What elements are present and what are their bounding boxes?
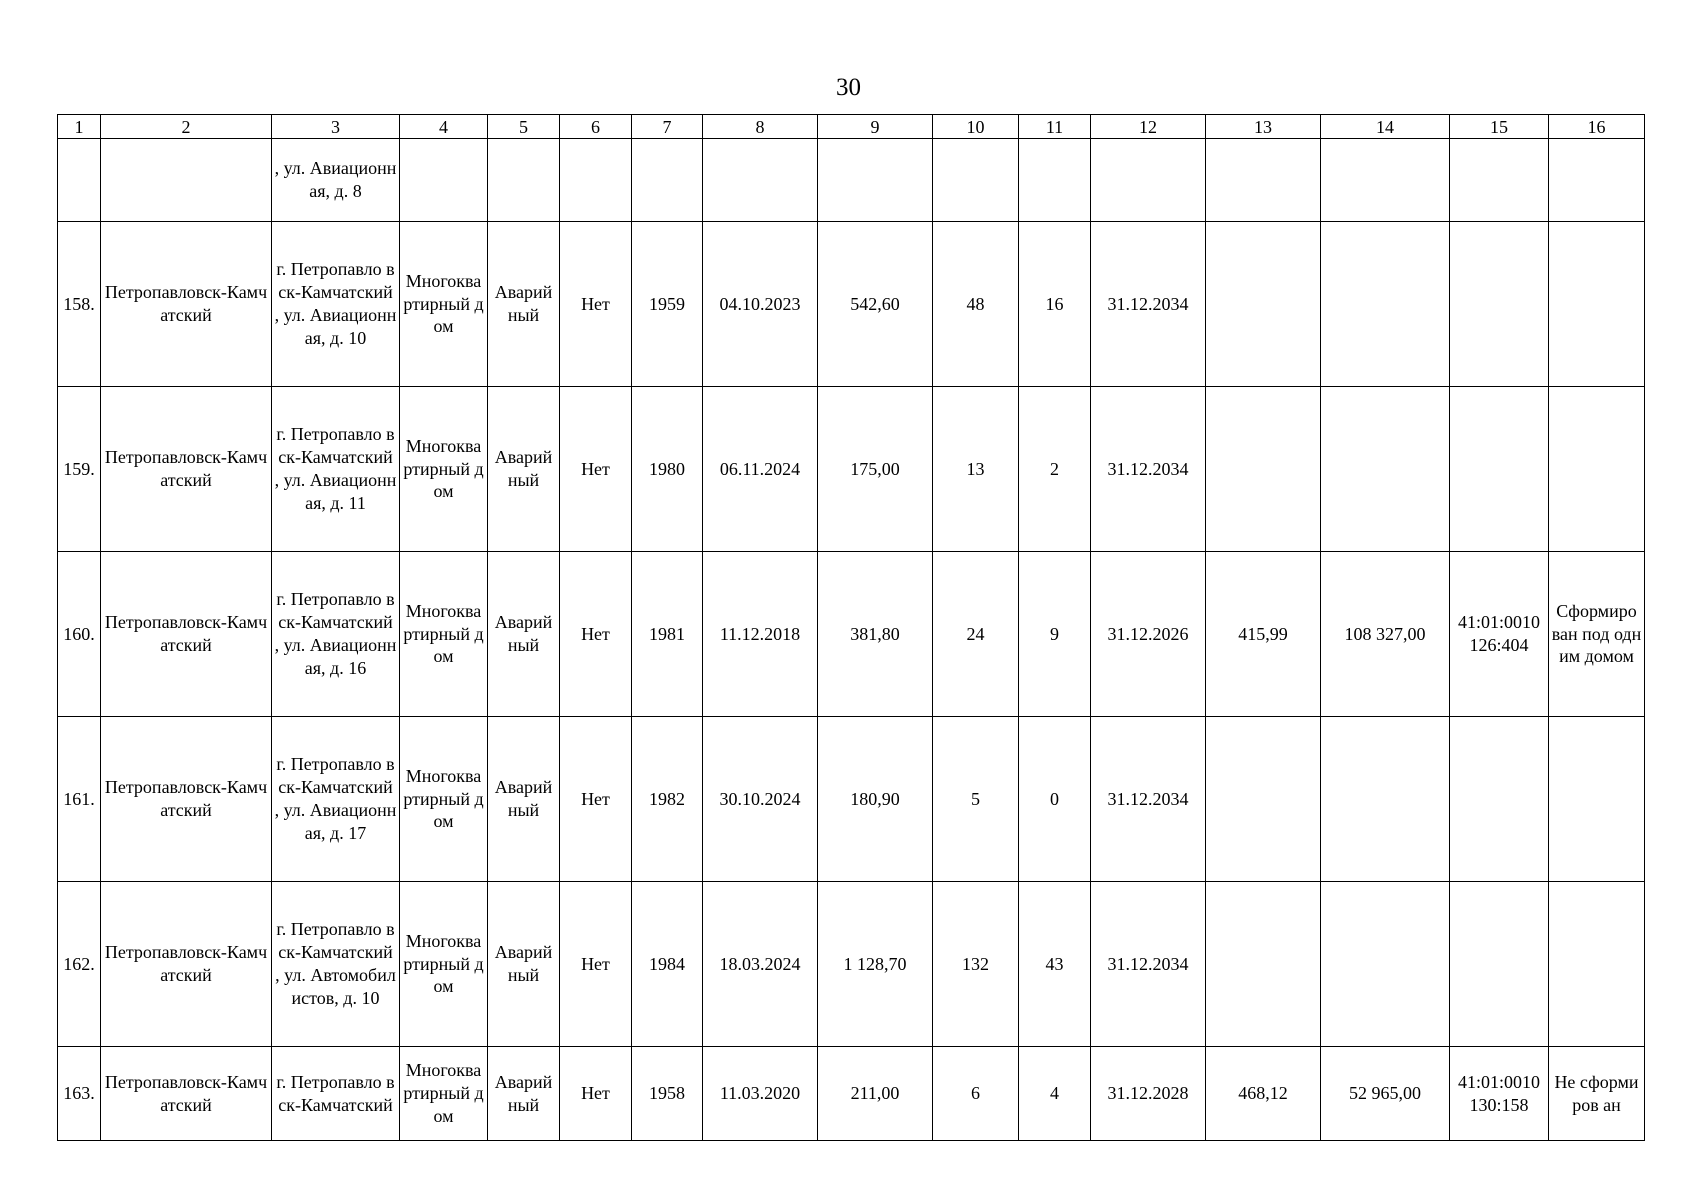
row-number: 159. [58, 387, 101, 552]
cell [703, 139, 818, 222]
people-cell: 24 [933, 552, 1019, 717]
date-cell: 06.11.2024 [703, 387, 818, 552]
row-number: 158. [58, 222, 101, 387]
state-cell: Аварий ный [488, 1047, 560, 1141]
column-header: 8 [703, 115, 818, 139]
table-row [58, 717, 1645, 882]
year-cell: 1984 [632, 882, 703, 1047]
table-row [58, 882, 1645, 1047]
cadastral-cell: 41:01:0010 126:404 [1450, 552, 1549, 717]
address-cell: г. Петропавло вск-Камчатский , ул. Авиационн ая, д. 10 [272, 222, 400, 387]
col14-cell: 52 965,00 [1321, 1047, 1450, 1141]
cell [1321, 139, 1450, 222]
rooms-cell: 43 [1019, 882, 1091, 1047]
cell [1206, 139, 1321, 222]
note-cell: Сформиро ван под одним домом [1549, 552, 1645, 717]
column-header: 3 [272, 115, 400, 139]
cell [488, 139, 560, 222]
area-cell: 180,90 [818, 717, 933, 882]
column-header: 15 [1450, 115, 1549, 139]
year-cell: 1982 [632, 717, 703, 882]
cadastral-cell [1450, 717, 1549, 882]
col13-cell [1206, 222, 1321, 387]
cadastral-cell: 41:01:0010 130:158 [1450, 1047, 1549, 1141]
col14-cell [1321, 222, 1450, 387]
cadastral-cell [1450, 882, 1549, 1047]
cell [632, 139, 703, 222]
row-number: 162. [58, 882, 101, 1047]
date-cell: 30.10.2024 [703, 717, 818, 882]
municipality-cell: Петропавловск-Камчатский [101, 222, 272, 387]
page-number: 30 [836, 74, 861, 101]
cell [58, 139, 101, 222]
note-cell [1549, 222, 1645, 387]
table-row [58, 222, 1645, 387]
col13-cell [1206, 717, 1321, 882]
column-header: 1 [58, 115, 101, 139]
rooms-cell: 9 [1019, 552, 1091, 717]
row-number: 160. [58, 552, 101, 717]
year-cell: 1981 [632, 552, 703, 717]
rooms-cell: 16 [1019, 222, 1091, 387]
year-cell: 1980 [632, 387, 703, 552]
flag-cell: Нет [560, 717, 632, 882]
area-cell: 542,60 [818, 222, 933, 387]
address-cell: г. Петропавло вск-Камчатский , ул. Авиационн ая, д. 16 [272, 552, 400, 717]
municipality-cell: Петропавловск-Камчатский [101, 882, 272, 1047]
deadline-cell: 31.12.2034 [1091, 387, 1206, 552]
building-type-cell: Многоква ртирный дом [400, 1047, 488, 1141]
flag-cell: Нет [560, 552, 632, 717]
cadastral-cell [1450, 222, 1549, 387]
cadastral-cell [1450, 387, 1549, 552]
column-header: 2 [101, 115, 272, 139]
people-cell: 5 [933, 717, 1019, 882]
col13-cell [1206, 882, 1321, 1047]
building-type-cell: Многоква ртирный дом [400, 222, 488, 387]
people-cell: 13 [933, 387, 1019, 552]
state-cell: Аварий ный [488, 717, 560, 882]
deadline-cell: 31.12.2034 [1091, 717, 1206, 882]
date-cell: 04.10.2023 [703, 222, 818, 387]
state-cell: Аварий ный [488, 387, 560, 552]
header-row [58, 115, 1645, 139]
date-cell: 11.03.2020 [703, 1047, 818, 1141]
table-row [58, 552, 1645, 717]
area-cell: 381,80 [818, 552, 933, 717]
table-row [58, 387, 1645, 552]
table-row-continued [58, 139, 1645, 222]
date-cell: 18.03.2024 [703, 882, 818, 1047]
building-type-cell: Многоква ртирный дом [400, 882, 488, 1047]
area-cell: 1 128,70 [818, 882, 933, 1047]
building-type-cell: Многоква ртирный дом [400, 552, 488, 717]
col13-cell [1206, 387, 1321, 552]
column-header: 16 [1549, 115, 1645, 139]
col14-cell [1321, 387, 1450, 552]
year-cell: 1959 [632, 222, 703, 387]
note-cell [1549, 387, 1645, 552]
people-cell: 132 [933, 882, 1019, 1047]
people-cell: 6 [933, 1047, 1019, 1141]
address-cell: г. Петропавло вск-Камчатский , ул. Авиационн ая, д. 11 [272, 387, 400, 552]
col14-cell [1321, 882, 1450, 1047]
flag-cell: Нет [560, 1047, 632, 1141]
address-cell: г. Петропавло вск-Камчатский , ул. Автомобил истов, д. 10 [272, 882, 400, 1047]
cell [1450, 139, 1549, 222]
column-header: 11 [1019, 115, 1091, 139]
state-cell: Аварий ный [488, 222, 560, 387]
area-cell: 211,00 [818, 1047, 933, 1141]
col14-cell: 108 327,00 [1321, 552, 1450, 717]
deadline-cell: 31.12.2026 [1091, 552, 1206, 717]
column-header: 6 [560, 115, 632, 139]
note-cell [1549, 717, 1645, 882]
note-cell [1549, 882, 1645, 1047]
municipality-cell: Петропавловск-Камчатский [101, 387, 272, 552]
rooms-cell: 2 [1019, 387, 1091, 552]
municipality-cell: Петропавловск-Камчатский [101, 1047, 272, 1141]
column-header: 5 [488, 115, 560, 139]
cell [101, 139, 272, 222]
column-header: 13 [1206, 115, 1321, 139]
cell [1091, 139, 1206, 222]
cell [1019, 139, 1091, 222]
column-header: 14 [1321, 115, 1450, 139]
address-cell: г. Петропавло вск-Камчатский , ул. Авиационн ая, д. 17 [272, 717, 400, 882]
column-header: 12 [1091, 115, 1206, 139]
address-cell: г. Петропавло вск-Камчатский [272, 1047, 400, 1141]
col13-cell: 415,99 [1206, 552, 1321, 717]
municipality-cell: Петропавловск-Камчатский [101, 717, 272, 882]
date-cell: 11.12.2018 [703, 552, 818, 717]
column-header: 9 [818, 115, 933, 139]
flag-cell: Нет [560, 222, 632, 387]
state-cell: Аварий ный [488, 882, 560, 1047]
deadline-cell: 31.12.2034 [1091, 882, 1206, 1047]
cell [400, 139, 488, 222]
municipality-cell: Петропавловск-Камчатский [101, 552, 272, 717]
cell [818, 139, 933, 222]
col13-cell: 468,12 [1206, 1047, 1321, 1141]
rooms-cell: 4 [1019, 1047, 1091, 1141]
flag-cell: Нет [560, 387, 632, 552]
column-header: 4 [400, 115, 488, 139]
rooms-cell: 0 [1019, 717, 1091, 882]
people-cell: 48 [933, 222, 1019, 387]
year-cell: 1958 [632, 1047, 703, 1141]
table-row [58, 1047, 1645, 1141]
flag-cell: Нет [560, 882, 632, 1047]
building-type-cell: Многоква ртирный дом [400, 387, 488, 552]
note-cell: Не сформиров ан [1549, 1047, 1645, 1141]
cell [933, 139, 1019, 222]
deadline-cell: 31.12.2028 [1091, 1047, 1206, 1141]
column-header: 10 [933, 115, 1019, 139]
cell [1549, 139, 1645, 222]
row-number: 163. [58, 1047, 101, 1141]
cell [560, 139, 632, 222]
column-header: 7 [632, 115, 703, 139]
building-type-cell: Многоква ртирный дом [400, 717, 488, 882]
row-number: 161. [58, 717, 101, 882]
area-cell: 175,00 [818, 387, 933, 552]
address-cell: , ул. Авиационн ая, д. 8 [272, 139, 400, 222]
col14-cell [1321, 717, 1450, 882]
deadline-cell: 31.12.2034 [1091, 222, 1206, 387]
state-cell: Аварий ный [488, 552, 560, 717]
registry-table [57, 114, 1645, 1141]
